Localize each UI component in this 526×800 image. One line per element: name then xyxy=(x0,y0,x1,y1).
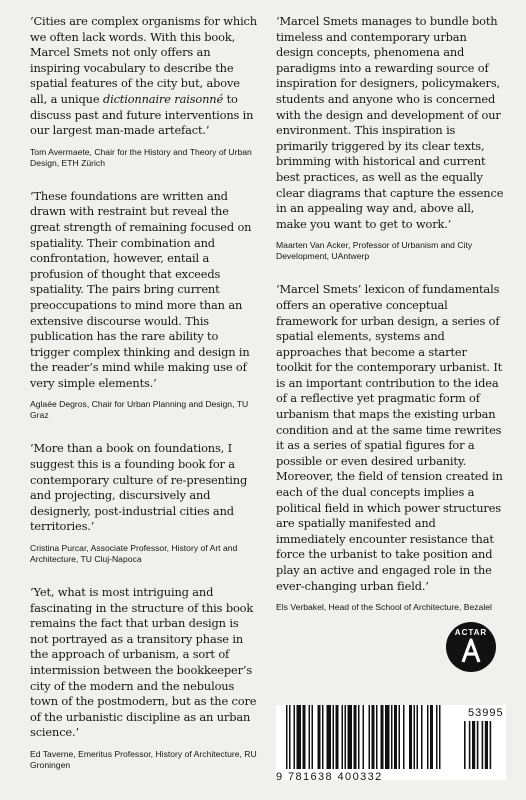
isbn-number: 9 781638 400332 xyxy=(276,771,383,783)
barcode-bar xyxy=(399,705,401,769)
barcode-bar xyxy=(336,705,339,769)
actar-logo-icon xyxy=(446,622,496,672)
barcode-bar xyxy=(289,705,291,769)
barcode-bar xyxy=(322,705,324,769)
publisher-logo-text: ACTAR xyxy=(454,628,488,637)
barcode-bar xyxy=(348,705,353,769)
testimonial-quote: ‘These foundations are written and drawn with restraint but reveal the great strength of remaining focused on spatiality. Their combination and confrontation, however, entail a profusion of thought that exceeds spatiality. The pairs bring current preoccupations to mind more than an extensive discourse would. This publication has the rare ability to trigger complex thinking and design in the reader’s mind while making use of very simple elements.’ xyxy=(30,188,252,390)
barcode-bar xyxy=(312,705,314,769)
barcode-bar xyxy=(358,705,360,769)
barcode-bar xyxy=(430,705,433,769)
testimonial xyxy=(30,189,258,422)
barcode-bar xyxy=(286,705,288,769)
testimonial-attribution: Tom Avermaete, Chair for the History and Theory of Urban Design, ETH Zürich xyxy=(30,146,252,168)
barcode-bar xyxy=(421,705,423,769)
barcode-bar xyxy=(294,705,296,769)
barcode-bar xyxy=(391,705,393,769)
testimonial-quote: ‘Yet, what is most intriguing and fascinating in the structure of this book remains the fact that urban design is not portrayed as a transitory phase in the approach of urbanism, a sort of intermission between the bookkeeper’s city of the modern and the nebulous town of the postmodern, but as the core of the urbanistic discipline as an urban science.’ xyxy=(30,585,257,740)
addon-bar xyxy=(485,721,488,769)
barcode-bar xyxy=(439,705,441,769)
barcode-bar xyxy=(403,705,405,769)
barcode-bar xyxy=(297,705,302,769)
testimonial-attribution: Els Verbakel, Head of the School of Architecture, Bezalel xyxy=(276,602,492,613)
barcode-bar xyxy=(318,705,321,769)
testimonial-attribution: Cristina Purcar, Associate Professor, History of Art and Architecture, TU Cluj-Napoca xyxy=(30,543,238,565)
testimonial-quote: ‘Marcel Smets’ lexicon of fundamentals offers an operative conceptual framework for urban design, a series of spatial elements, systems and approaches that become a starter toolkit for the contemporary urbanist. It is an important contribution to the idea of a reflective yet pragmatic form of urbanism that maps the existing urban condition and at the same time rewrites it as a series of spatial figures for a possible or even desired urbanity. Moreover, the field of tension created in each of the dual concepts implies a political field in which power structures are spatially manifested and immediately encounter resistance that force the urbanist to take position and play an active and engaged role in the ever-changing urban field.’ xyxy=(276,282,503,593)
testimonial xyxy=(30,585,258,771)
barcode-bar xyxy=(394,705,397,769)
addon-bar xyxy=(477,721,479,769)
right-column xyxy=(276,14,504,633)
addon-bar xyxy=(482,721,484,769)
testimonial xyxy=(276,282,504,613)
testimonial xyxy=(30,441,258,565)
left-column xyxy=(30,14,258,791)
testimonial-quote: ‘Marcel Smets manages to bundle both timeless and contemporary urban design concepts, phenomena and paradigms into a rewarding source of inspiration for designers, policymakers, students and anyone who is concerned with the design and development of our environment. This inspiration is primarily triggered by its clear texts, brimming with historical and current best practices, as well as the equally clear diagrams that capture the essence in an appealing way and, above all, make you want to get to work.’ xyxy=(276,14,504,231)
addon-bar xyxy=(464,721,466,769)
barcode-bar xyxy=(436,705,438,769)
barcode-bar xyxy=(372,705,375,769)
barcode-bar xyxy=(369,705,371,769)
barcode-bar xyxy=(385,705,390,769)
barcode-bar xyxy=(376,705,378,769)
barcode-bar xyxy=(309,705,311,769)
testimonial-quote: ‘Cities are complex organisms for which we often lack words. With this book, Marcel Smets not only offers an inspiring vocabulary to describe the spatial features of the city but, above all, a unique dictionnaire raisonné to discuss past and future interventions in our largest man-made artefact.’ xyxy=(30,14,257,138)
barcode-bar xyxy=(327,705,332,769)
actar-a-glyph-icon xyxy=(446,622,496,672)
barcode-bar xyxy=(414,705,416,769)
barcode-bar xyxy=(342,705,344,769)
barcode-bar xyxy=(363,705,365,769)
barcode-bar xyxy=(417,705,419,769)
addon-bar xyxy=(490,721,492,769)
barcode-bar xyxy=(381,705,384,769)
addon-bar xyxy=(469,721,471,769)
barcode-bar xyxy=(345,705,347,769)
testimonial-attribution: Aglaée Degros, Chair for Urban Planning and Design, TU Graz xyxy=(30,399,249,421)
testimonial xyxy=(276,14,504,262)
barcode-bar xyxy=(354,705,357,769)
testimonial-attribution: Ed Taverne, Emeritus Professor, History of Architecture, RU Groningen xyxy=(30,748,257,770)
isbn-barcode xyxy=(276,705,506,783)
addon-bar xyxy=(472,721,475,769)
price-code: 53995 xyxy=(468,707,504,719)
barcode-bar xyxy=(333,705,335,769)
barcode-bar xyxy=(303,705,306,769)
testimonial-attribution: Maarten Van Acker, Professor of Urbanism and City Development, UAntwerp xyxy=(276,240,473,262)
testimonial-quote: ‘More than a book on foundations, I suggest this is a founding book for a contemporary culture of re-presenting and projecting, discursively and designerly, post-industrial cities and territories.’ xyxy=(30,441,248,534)
barcode-bar xyxy=(427,705,429,769)
testimonial xyxy=(30,14,258,169)
barcode-bar xyxy=(409,705,412,769)
